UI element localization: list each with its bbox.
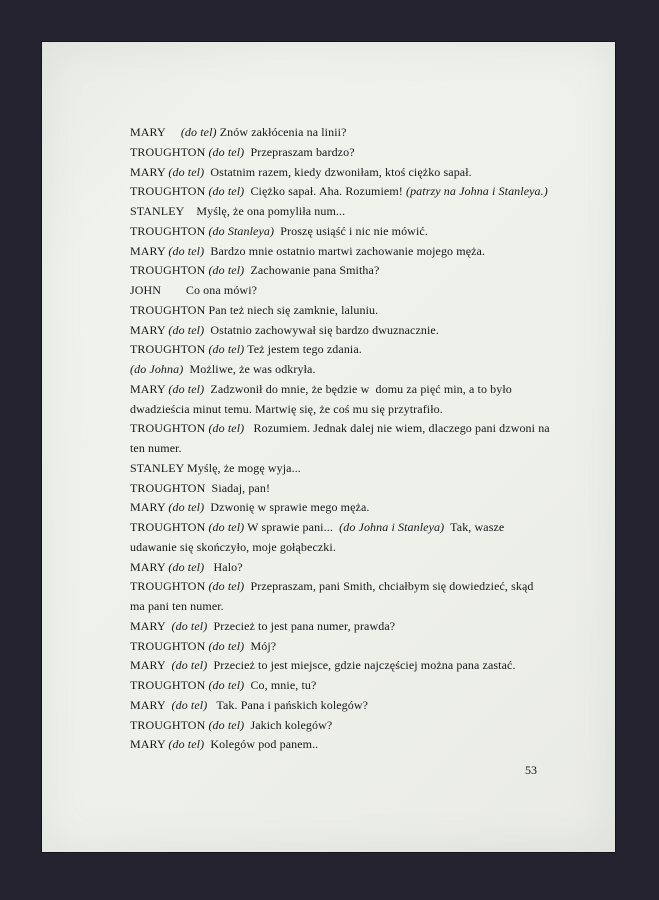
stage-direction: (do tel) (208, 579, 245, 594)
dialogue-text: Kolegów pod panem.. (204, 737, 319, 752)
stage-direction: (do Stanleya) (208, 223, 275, 238)
stage-direction: (do Johna) (130, 362, 184, 376)
dialogue-text: MARY (130, 559, 169, 574)
dialogue-text: Przecież to jest miejsce, gdzie najczęściej można pana zastać. (207, 658, 516, 673)
dialogue-text: MARY (130, 164, 169, 179)
dialogue-text: TROUGHTON (130, 144, 209, 159)
dialogue-text: Przecież to jest pana numer, prawda? (207, 618, 396, 633)
dialogue-text: Dzwonię w sprawie mego męża. (204, 500, 370, 515)
dialogue-text: STANLEY Myślę, że ona pomyliła num... (130, 204, 346, 218)
dialogue-text: MARY (130, 500, 169, 515)
stage-direction: (do tel) (208, 184, 245, 199)
dialogue-text: Też jestem tego zdania. (244, 342, 362, 357)
dialogue-text: MARY (130, 737, 169, 752)
dialogue-text: Ostatnio zachowywał się bardzo dwuznacznie. (204, 322, 439, 337)
stage-direction: (do tel) (208, 421, 245, 436)
stage-direction: (do tel) (208, 263, 245, 278)
stage-direction: (do tel) (168, 243, 205, 258)
script-line (130, 498, 551, 518)
script-line (130, 617, 551, 637)
dialogue-text: TROUGHTON (130, 678, 209, 692)
stage-direction: (do tel) (208, 144, 245, 159)
stage-direction: (do tel) (171, 618, 208, 633)
stage-direction: (do tel) (168, 559, 205, 574)
script-line (130, 321, 551, 341)
script-line (130, 380, 551, 420)
dialogue-text: TROUGHTON (130, 342, 209, 357)
script-line (130, 340, 551, 360)
script-line (130, 222, 551, 242)
stage-direction: (do tel) (168, 322, 205, 337)
stage-direction: (do tel) (208, 717, 245, 732)
dialogue-text: Przepraszam, pani Smith, chciałbym się dowiedzieć, skąd ma pani ten numer. (130, 579, 537, 613)
script-line (130, 182, 551, 202)
dialogue-text: Znów zakłócenia na linii? (216, 125, 347, 139)
dialogue-text: TROUGHTON (130, 184, 209, 199)
dialogue-text: Co, mnie, tu? (244, 678, 317, 692)
stage-direction: (do tel) (180, 125, 217, 139)
stage-direction: (do tel) (171, 697, 208, 712)
stage-direction: (do tel) (171, 658, 208, 673)
dialogue-text: TROUGHTON (130, 579, 209, 594)
dialogue-text: Bardzo mnie ostatnio martwi zachowanie mojego męża. (204, 243, 486, 258)
script-line (130, 281, 551, 301)
script-line (130, 242, 551, 262)
script-line (130, 301, 551, 321)
dialogue-text: TROUGHTON (130, 717, 209, 732)
dialogue-text: TROUGHTON (130, 520, 209, 534)
dialogue-text: Rozumiem. Jednak dalej nie wiem, dlaczego pani dzwoni na ten numer. (130, 421, 553, 455)
script-line (130, 656, 551, 676)
stage-direction: (do tel) (208, 520, 245, 534)
dialogue-text: Mój? (244, 638, 277, 653)
dialogue-text: TROUGHTON (130, 223, 209, 238)
script-line (130, 518, 551, 558)
dialogue-text: TROUGHTON (130, 638, 209, 653)
dialogue-text: Możliwe, że was odkryła. (183, 362, 316, 376)
dialogue-text: TROUGHTON Pan też niech się zamknie, laluniu. (130, 302, 379, 317)
dialogue-text: MARY (130, 322, 169, 337)
script-line (130, 558, 551, 578)
script-line (130, 360, 551, 380)
script-line (130, 261, 551, 281)
dialogue-text: W sprawie pani... (244, 520, 340, 534)
stage-direction: (do tel) (168, 500, 205, 515)
script-line (130, 202, 551, 222)
script-line (130, 163, 551, 183)
dialogue-text: TROUGHTON (130, 263, 209, 278)
document-page (42, 42, 615, 852)
dialogue-text: MARY (130, 243, 169, 258)
dialogue-text: Proszę usiąść i nic nie mówić. (274, 223, 428, 238)
dialogue-text: Halo? (204, 559, 243, 574)
dialogue-text: Tak. Pana i pańskich kolegów? (207, 697, 369, 712)
dialogue-text: MARY (130, 658, 172, 673)
script-line (130, 716, 551, 736)
dialogue-text: MARY (130, 697, 172, 712)
script-line (130, 637, 551, 657)
dialogue-text: MARY (130, 125, 181, 139)
stage-direction: (do Johna i Stanleya) (339, 520, 445, 534)
dialogue-text: MARY (130, 381, 169, 396)
dialogue-text: Ostatnim razem, kiedy dzwoniłam, ktoś ciężko sapał. (204, 164, 472, 179)
dialogue-text: Jakich kolegów? (244, 717, 333, 732)
stage-direction: (do tel) (208, 638, 245, 653)
dialogue-text: JOHN Co ona mówi? (130, 283, 258, 297)
stage-direction: (do tel) (168, 164, 205, 179)
script-line (130, 419, 551, 459)
dialogue-text: TROUGHTON (130, 421, 209, 436)
stage-direction: (do tel) (208, 342, 245, 357)
script-line (130, 479, 551, 499)
dialogue-text: MARY (130, 618, 172, 633)
script-line (130, 735, 551, 755)
dialogue-text: Tak, wasze udawanie się skończyło, moje gołąbeczki. (130, 520, 508, 554)
dialogue-text: STANLEY Myślę, że mogę wyja... (130, 460, 301, 475)
script-text (130, 123, 551, 755)
page-number: 53 (525, 763, 537, 777)
script-line (130, 459, 551, 479)
script-line (130, 123, 551, 143)
dialogue-text: Zachowanie pana Smitha? (244, 263, 380, 278)
stage-direction: (do tel) (208, 678, 245, 692)
dialogue-text: Przepraszam bardzo? (244, 144, 355, 159)
stage-direction: (do tel) (168, 737, 205, 752)
dialogue-text: Zadzwonił do mnie, że będzie w domu za pięć min, a to było dwadzieścia minut temu. Martwię się, że coś mu się przytrafiło. (130, 381, 515, 416)
dialogue-text: Ciężko sapał. Aha. Rozumiem! (244, 184, 406, 199)
stage-direction: (patrzy na Johna i Stanleya.) (405, 184, 548, 199)
script-line (130, 696, 551, 716)
script-line (130, 143, 551, 163)
script-line (130, 577, 551, 617)
stage-direction: (do tel) (168, 381, 205, 396)
dialogue-text: TROUGHTON Siadaj, pan! (130, 480, 271, 495)
script-line (130, 676, 551, 696)
